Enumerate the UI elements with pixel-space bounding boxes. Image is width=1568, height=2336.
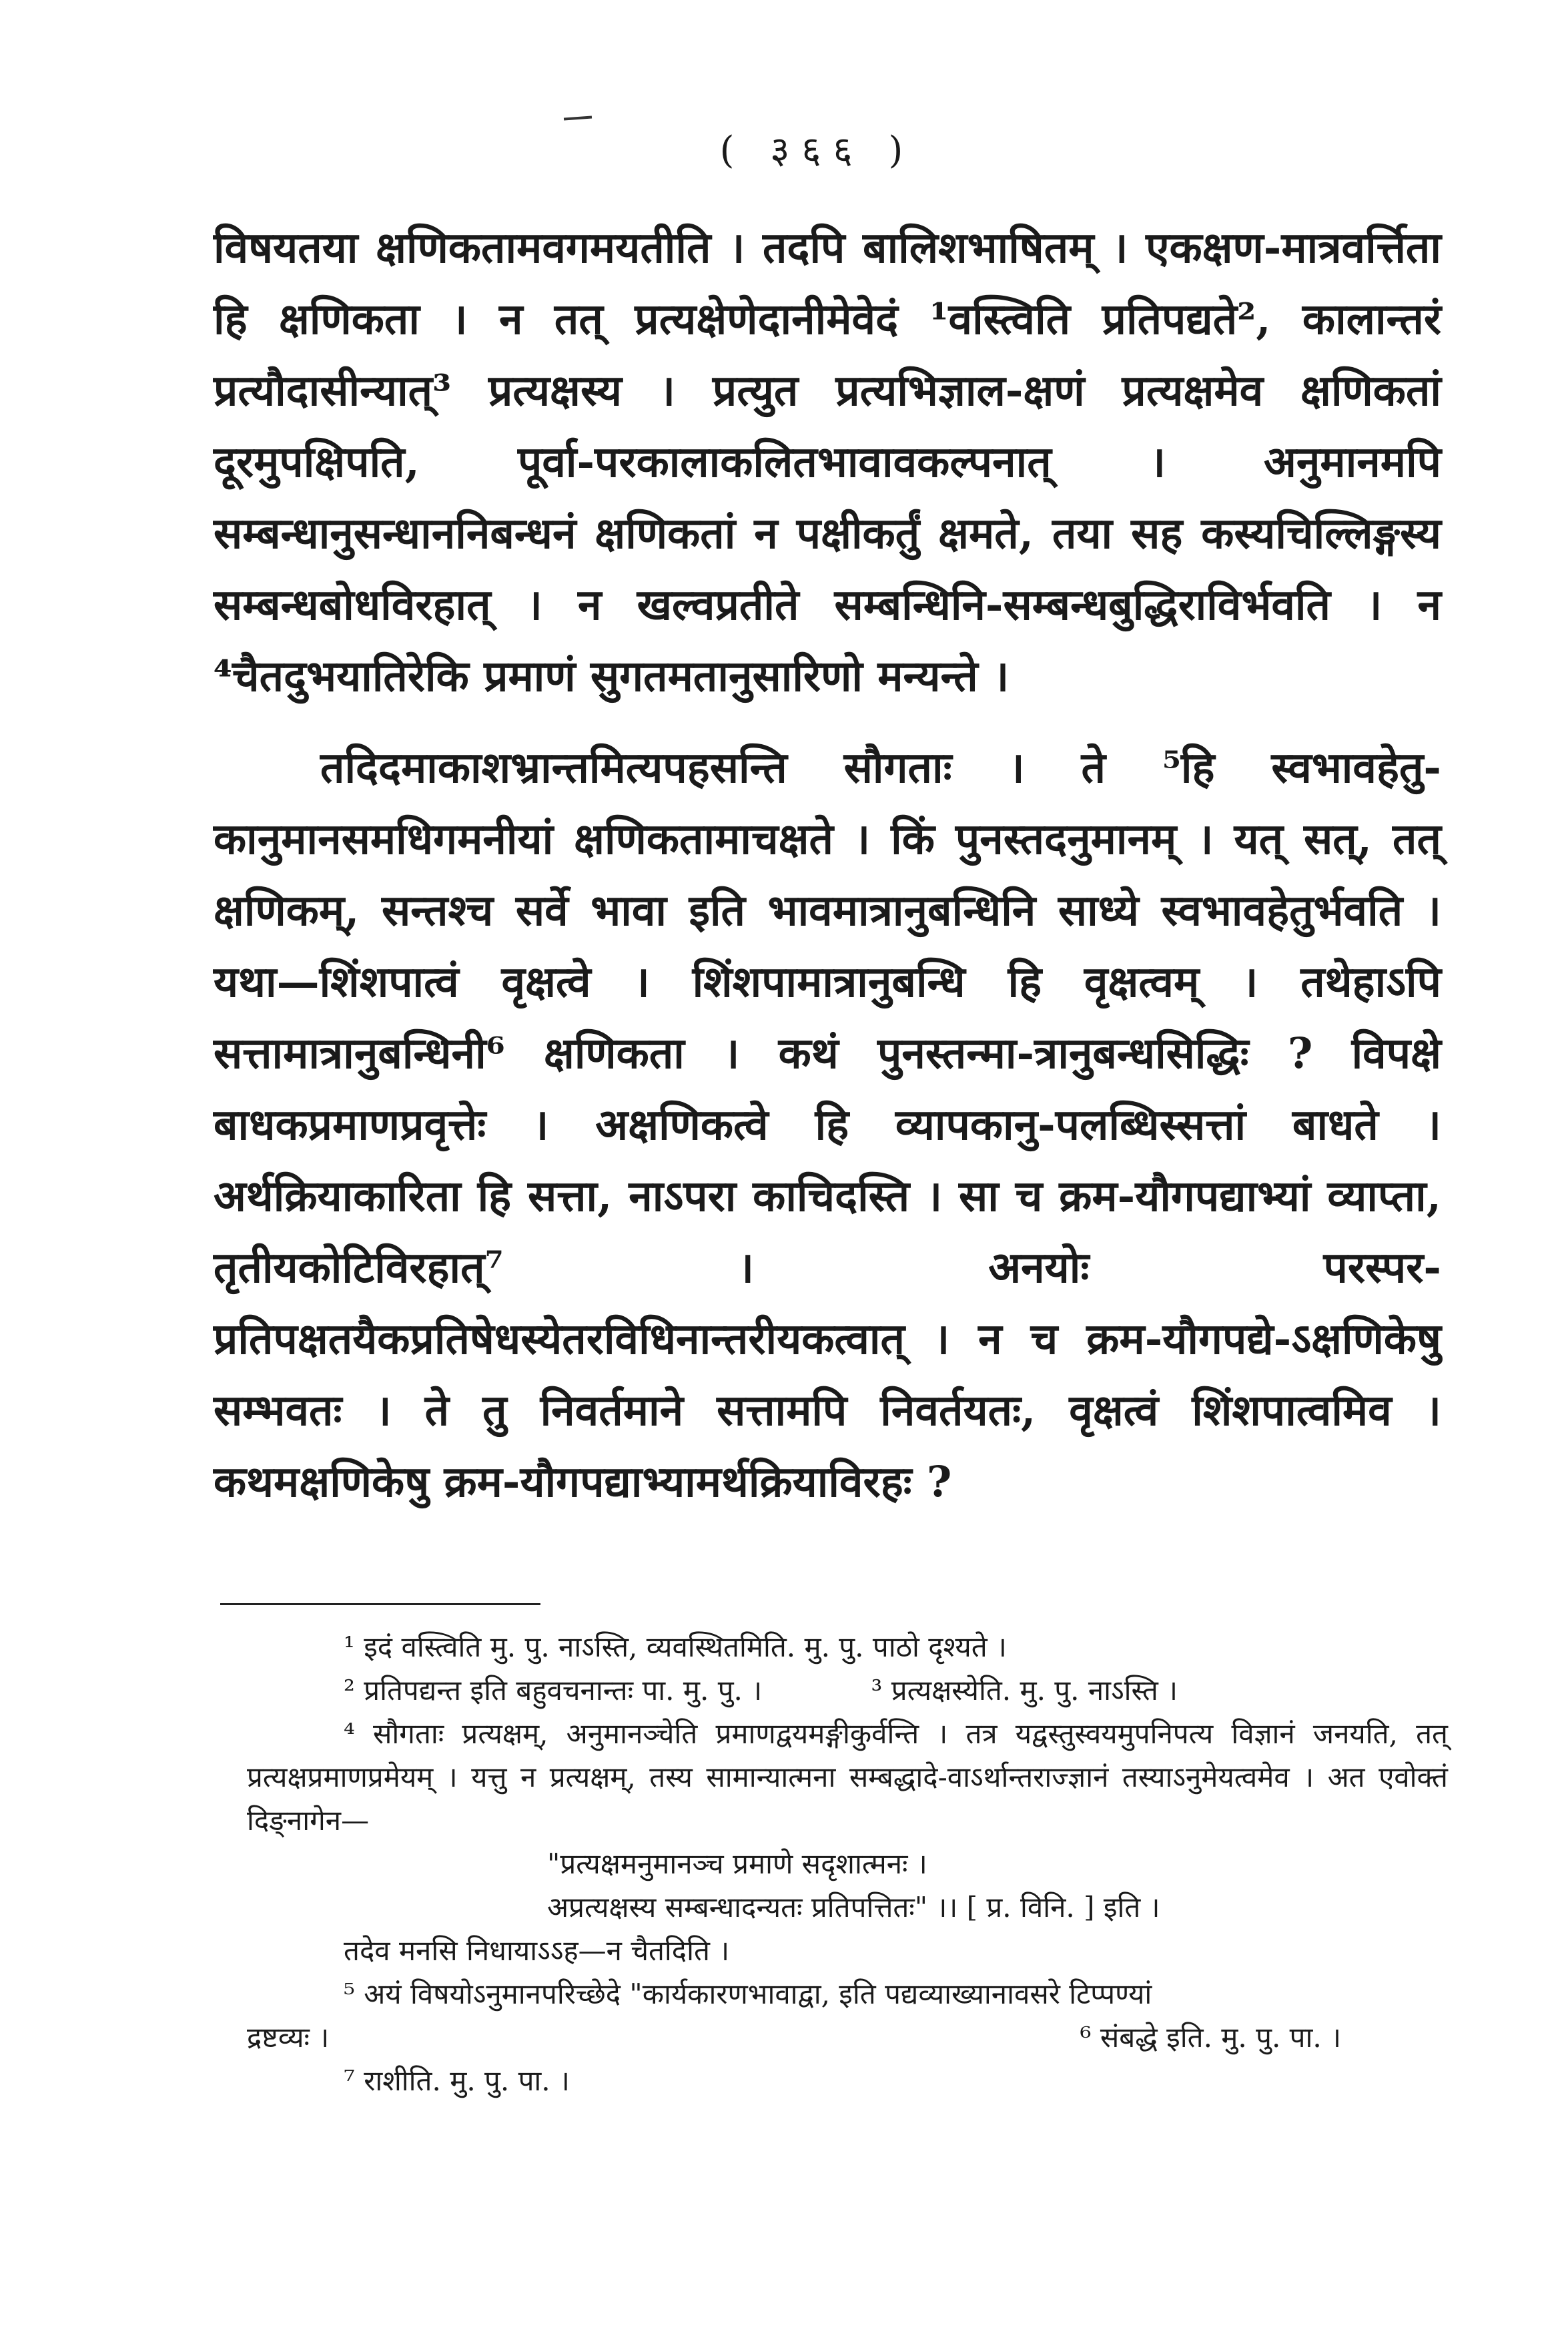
footnote-4-end: तदेव मनसि निधायाऽऽह—न चैतदिति । xyxy=(344,1934,730,1967)
footnote-5: ⁵ अयं विषयोऽनुमानपरिच्छेदे "कार्यकारणभावाद्वा, इति पद्यव्याख्यानावसरे टिप्पण्यां xyxy=(344,1978,1152,2010)
footnote-2-3-line xyxy=(247,1669,1448,1712)
footnote-4-verse-1: "प्रत्यक्षमनुमानञ्च प्रमाणे सदृशात्मनः । xyxy=(547,1847,927,1880)
footnote-3: ³ प्रत्यक्षस्येति. मु. पु. नाऽस्ति । xyxy=(871,1674,1178,1707)
footnote-1: ¹ इदं वस्त्विति मु. पु. नाऽस्ति, व्यवस्थितमिति. मु. पु. पाठो दृश्यते । xyxy=(344,1631,1007,1663)
footnote-4-verse-2: अप्रत्यक्षस्य सम्बन्धादन्यतः प्रतिपत्तितः" ।। [ प्र. विनि. ] इति । xyxy=(547,1891,1160,1924)
footnote-2: ² प्रतिपद्यन्त इति बहुवचनान्तः पा. मु. पु. । xyxy=(344,1674,763,1707)
ink-mark xyxy=(564,116,592,121)
footnote-4-text: ⁴ सौगताः प्रत्यक्षम्, अनुमानञ्चेति प्रमाणद्वयमङ्गीकुर्वन्ति । तत्र यद्वस्तुस्वयमुपनिपत्य विज्ञानं जनयति, तत् प्रत्यक्षप्रमाणप्रमेयम् । यत्तु न प्रत्यक्षम्, तस्य सामान्यात्मना सम्बद्धादे-वाऽर्थान्तराज्ज्ञानं तस्याऽनुमेयत्वमेव । अत एवोक्तं दिङ्नागेन— xyxy=(247,1717,1448,1837)
paragraph-1: विषयतया क्षणिकतामवगमयतीति । तदपि बालिशभाषितम् । एकक्षण-मात्रवर्त्तिता हि क्षणिकता । न तत् प्रत्यक्षेणेदानीमेवेदं ¹वस्त्विति प्रतिपद्यते², कालान्तरं प्रत्यौदासीन्यात्³ प्रत्यक्षस्य । प्रत्युत प्रत्यभिज्ञाल-क्षणं प्रत्यक्षमेव क्षणिकतां दूरमुपक्षिपति, पूर्वा-परकालाकलितभावावकल्पनात् । अनुमानमपि सम्बन्धानुसन्धाननिबन्धनं क्षणिकतां न पक्षीकर्तुं क्षमते, तया सह कस्यचिल्लिङ्गस्य सम्बन्धबोधविरहात् । न खल्वप्रतीते सम्बन्धिनि-सम्बन्धबुद्धिराविर्भवति । न ⁴चैतदुभयातिरेकि प्रमाणं सुगतमतानुसारिणो मन्यन्ते । xyxy=(214,223,1441,701)
footnotes xyxy=(247,1625,1448,2102)
main-text xyxy=(214,212,1441,1518)
footnote-5-end: द्रष्टव्यः । xyxy=(247,2021,330,2054)
page-number: ( ३६६ ) xyxy=(719,129,915,172)
footnote-6: ⁶ संबद्धे इति. मु. पु. पा. । xyxy=(1080,2021,1341,2054)
footnote-separator xyxy=(220,1603,540,1605)
footnote-4 xyxy=(247,1712,1448,1842)
footnote-7: ⁷ राशीति. मु. पु. पा. । xyxy=(344,2064,570,2097)
paragraph-2: तदिदमाकाशभ्रान्तमित्यपहसन्ति सौगताः । ते ⁵हि स्वभावहेतु-कानुमानसमधिगमनीयां क्षणिकतामाचक्षते । किं पुनस्तदनुमानम् । यत् सत्, तत् क्षणिकम्, सन्तश्च सर्वे भावा इति भावमात्रानुबन्धिनि साध्ये स्वभावहेतुर्भवति । यथा—शिंशपात्वं वृक्षत्वे । शिंशपामात्रानुबन्धि हि वृक्षत्वम् । तथेहाऽपि सत्तामात्रानुबन्धिनी⁶ क्षणिकता । कथं पुनस्तन्मा-त्रानुबन्धसिद्धिः ? विपक्षे बाधकप्रमाणप्रवृत्तेः । अक्षणिकत्वे हि व्यापकानु-पलब्धिस्सत्तां बाधते । अर्थक्रियाकारिता हि सत्ता, नाऽपरा काचिदस्ति । सा च क्रम-यौगपद्याभ्यां व्याप्ता, तृतीयकोटिविरहात्⁷ । अनयोः परस्पर-प्रतिपक्षतयैकप्रतिषेधस्येतरविधिनान्तरीयकत्वात् । न च क्रम-यौगपद्ये-ऽक्षणिकेषु सम्भवतः । ते तु निवर्तमाने सत्तामपि निवर्तयतः, वृक्षत्वं शिंशपात्वमिव । कथमक्षणिकेषु क्रम-यौगपद्याभ्यामर्थक्रियाविरहः ? xyxy=(214,743,1441,1507)
footnote-5-6-line xyxy=(247,2016,1448,2059)
